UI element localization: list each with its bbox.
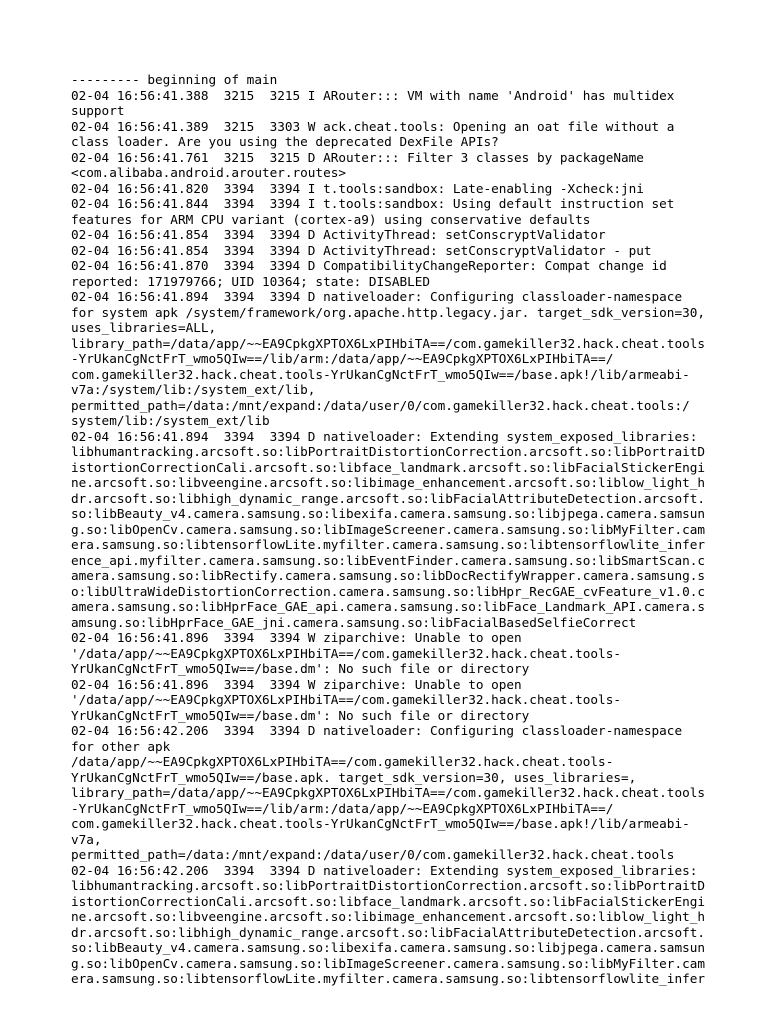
log-line: istortionCorrectionCali.arcsoft.so:libface_landmark.arcsoft.so:libFacialStickerEngi <box>71 459 705 475</box>
log-line: /data/app/~~EA9CpkgXPTOX6LxPIHbiTA==/com.gamekiller32.hack.cheat.tools- <box>71 754 614 769</box>
log-line: <com.alibaba.android.arouter.routes> <box>71 165 346 180</box>
log-line: YrUkanCgNctFrT_wmo5QIw==/base.dm': No such file or directory <box>71 707 530 723</box>
log-line: g.so:libOpenCv.camera.samsung.so:libImageScreener.camera.samsung.so:libMyFilter.cam <box>71 955 705 971</box>
log-line: so:libBeauty_v4.camera.samsung.so:libexifa.camera.samsung.so:libjpega.camera.samsun <box>71 940 705 955</box>
log-line: YrUkanCgNctFrT_wmo5QIw==/base.apk. target_sdk_version=30, uses_libraries=, <box>71 769 637 785</box>
log-line: --------- beginning of main <box>71 72 278 87</box>
log-line: 02-04 16:56:42.206 3394 3394 D nativeloader: Configuring classloader-namespace <box>71 723 683 738</box>
log-line: 02-04 16:56:41.761 3215 3215 D ARouter::: Filter 3 classes by packageName <box>71 149 644 165</box>
log-line: 02-04 16:56:41.870 3394 3394 D CompatibilityChangeReporter: Compat change id <box>71 258 667 273</box>
log-line: -YrUkanCgNctFrT_wmo5QIw==/lib/arm:/data/app/~~EA9CpkgXPTOX6LxPIHbiTA==/ <box>71 800 614 816</box>
log-line: dr.arcsoft.so:libhigh_dynamic_range.arcsoft.so:libFacialAttributeDetection.arcsoft. <box>71 924 705 940</box>
log-line: 02-04 16:56:41.854 3394 3394 D ActivityThread: setConscryptValidator <box>71 227 606 242</box>
log-line: 02-04 16:56:41.844 3394 3394 I t.tools:sandbox: Using default instruction set <box>71 196 675 211</box>
log-line: dr.arcsoft.so:libhigh_dynamic_range.arcsoft.so:libFacialAttributeDetection.arcsoft. <box>71 490 705 506</box>
log-line: com.gamekiller32.hack.cheat.tools-YrUkanCgNctFrT_wmo5QIw==/base.apk!/lib/armeabi- <box>71 366 690 382</box>
log-line: -YrUkanCgNctFrT_wmo5QIw==/lib/arm:/data/app/~~EA9CpkgXPTOX6LxPIHbiTA==/ <box>71 351 614 366</box>
log-line: v7a, <box>71 831 102 847</box>
log-line: g.so:libOpenCv.camera.samsung.so:libImageScreener.camera.samsung.so:libMyFilter.cam <box>71 521 705 537</box>
log-document <box>71 72 711 987</box>
log-line: com.gamekiller32.hack.cheat.tools-YrUkanCgNctFrT_wmo5QIw==/base.apk!/lib/armeabi- <box>71 816 690 831</box>
log-line: 02-04 16:56:41.820 3394 3394 I t.tools:sandbox: Late-enabling -Xcheck:jni <box>71 180 644 196</box>
log-line: for system apk /system/framework/org.apache.http.legacy.jar. target_sdk_version=30, <box>71 304 705 320</box>
log-line: 02-04 16:56:41.896 3394 3394 W ziparchive: Unable to open <box>71 630 522 645</box>
log-line: library_path=/data/app/~~EA9CpkgXPTOX6LxPIHbiTA==/com.gamekiller32.hack.cheat.tools <box>71 335 705 351</box>
log-line: amera.samsung.so:libRectify.camera.samsung.so:libDocRectifyWrapper.camera.samsung.s <box>71 568 705 583</box>
log-line: reported: 171979766; UID 10364; state: DISABLED <box>71 273 431 289</box>
log-line: 02-04 16:56:41.389 3215 3303 W ack.cheat.tools: Opening an oat file without a <box>71 118 675 134</box>
log-line: permitted_path=/data:/mnt/expand:/data/user/0/com.gamekiller32.hack.cheat.tools:/ <box>71 397 690 413</box>
log-line: ence_api.myfilter.camera.samsung.so:libEventFinder.camera.samsung.so:libSmartScan.c <box>71 552 705 568</box>
log-line: 02-04 16:56:41.894 3394 3394 D nativeloader: Extending system_exposed_libraries: <box>71 428 698 444</box>
log-line: ne.arcsoft.so:libveengine.arcsoft.so:libimage_enhancement.arcsoft.so:liblow_light_h <box>71 909 705 924</box>
log-line: so:libBeauty_v4.camera.samsung.so:libexifa.camera.samsung.so:libjpega.camera.samsun <box>71 506 705 521</box>
log-line: o:libUltraWideDistortionCorrection.camera.samsung.so:libHpr_RecGAE_cvFeature_v1.0.c <box>71 583 705 599</box>
log-line: istortionCorrectionCali.arcsoft.so:libface_landmark.arcsoft.so:libFacialStickerEngi <box>71 893 705 909</box>
log-line: class loader. Are you using the deprecated DexFile APIs? <box>71 134 499 149</box>
log-line: ne.arcsoft.so:libveengine.arcsoft.so:libimage_enhancement.arcsoft.so:liblow_light_h <box>71 475 705 490</box>
log-line: 02-04 16:56:41.894 3394 3394 D nativeloader: Configuring classloader-namespace <box>71 289 683 304</box>
log-line: 02-04 16:56:42.206 3394 3394 D nativeloader: Extending system_exposed_libraries: <box>71 862 698 878</box>
log-line: 02-04 16:56:41.854 3394 3394 D ActivityThread: setConscryptValidator - put <box>71 242 652 258</box>
log-line: '/data/app/~~EA9CpkgXPTOX6LxPIHbiTA==/com.gamekiller32.hack.cheat.tools- <box>71 645 621 661</box>
log-line: amsung.so:libHprFace_GAE_jni.camera.samsung.so:libFacialBasedSelfieCorrect <box>71 614 637 630</box>
log-line: system/lib:/system_ext/lib <box>71 413 270 428</box>
log-line: '/data/app/~~EA9CpkgXPTOX6LxPIHbiTA==/com.gamekiller32.hack.cheat.tools- <box>71 692 621 707</box>
log-line: uses_libraries=ALL, <box>71 320 217 335</box>
log-line: 02-04 16:56:41.896 3394 3394 W ziparchive: Unable to open <box>71 676 522 692</box>
log-line: era.samsung.so:libtensorflowLite.myfilter.camera.samsung.so:libtensorflowlite_infer <box>71 971 705 986</box>
log-line: libhumantracking.arcsoft.so:libPortraitDistortionCorrection.arcsoft.so:libPortraitD <box>71 444 705 459</box>
log-line: for other apk <box>71 738 171 754</box>
log-line: libhumantracking.arcsoft.so:libPortraitDistortionCorrection.arcsoft.so:libPortraitD <box>71 878 705 893</box>
log-line: era.samsung.so:libtensorflowLite.myfilter.camera.samsung.so:libtensorflowlite_infer <box>71 537 705 552</box>
log-line: v7a:/system/lib:/system_ext/lib, <box>71 382 316 397</box>
log-line: YrUkanCgNctFrT_wmo5QIw==/base.dm': No such file or directory <box>71 661 530 676</box>
log-line: library_path=/data/app/~~EA9CpkgXPTOX6LxPIHbiTA==/com.gamekiller32.hack.cheat.tools <box>71 785 705 800</box>
log-line: support <box>71 103 125 118</box>
log-line: amera.samsung.so:libHprFace_GAE_api.camera.samsung.so:libFace_Landmark_API.camera.s <box>71 599 705 614</box>
log-line: features for ARM CPU variant (cortex-a9) using conservative defaults <box>71 211 591 227</box>
log-line: permitted_path=/data:/mnt/expand:/data/user/0/com.gamekiller32.hack.cheat.tools <box>71 847 675 862</box>
log-line: 02-04 16:56:41.388 3215 3215 I ARouter::: VM with name 'Android' has multidex <box>71 87 675 103</box>
